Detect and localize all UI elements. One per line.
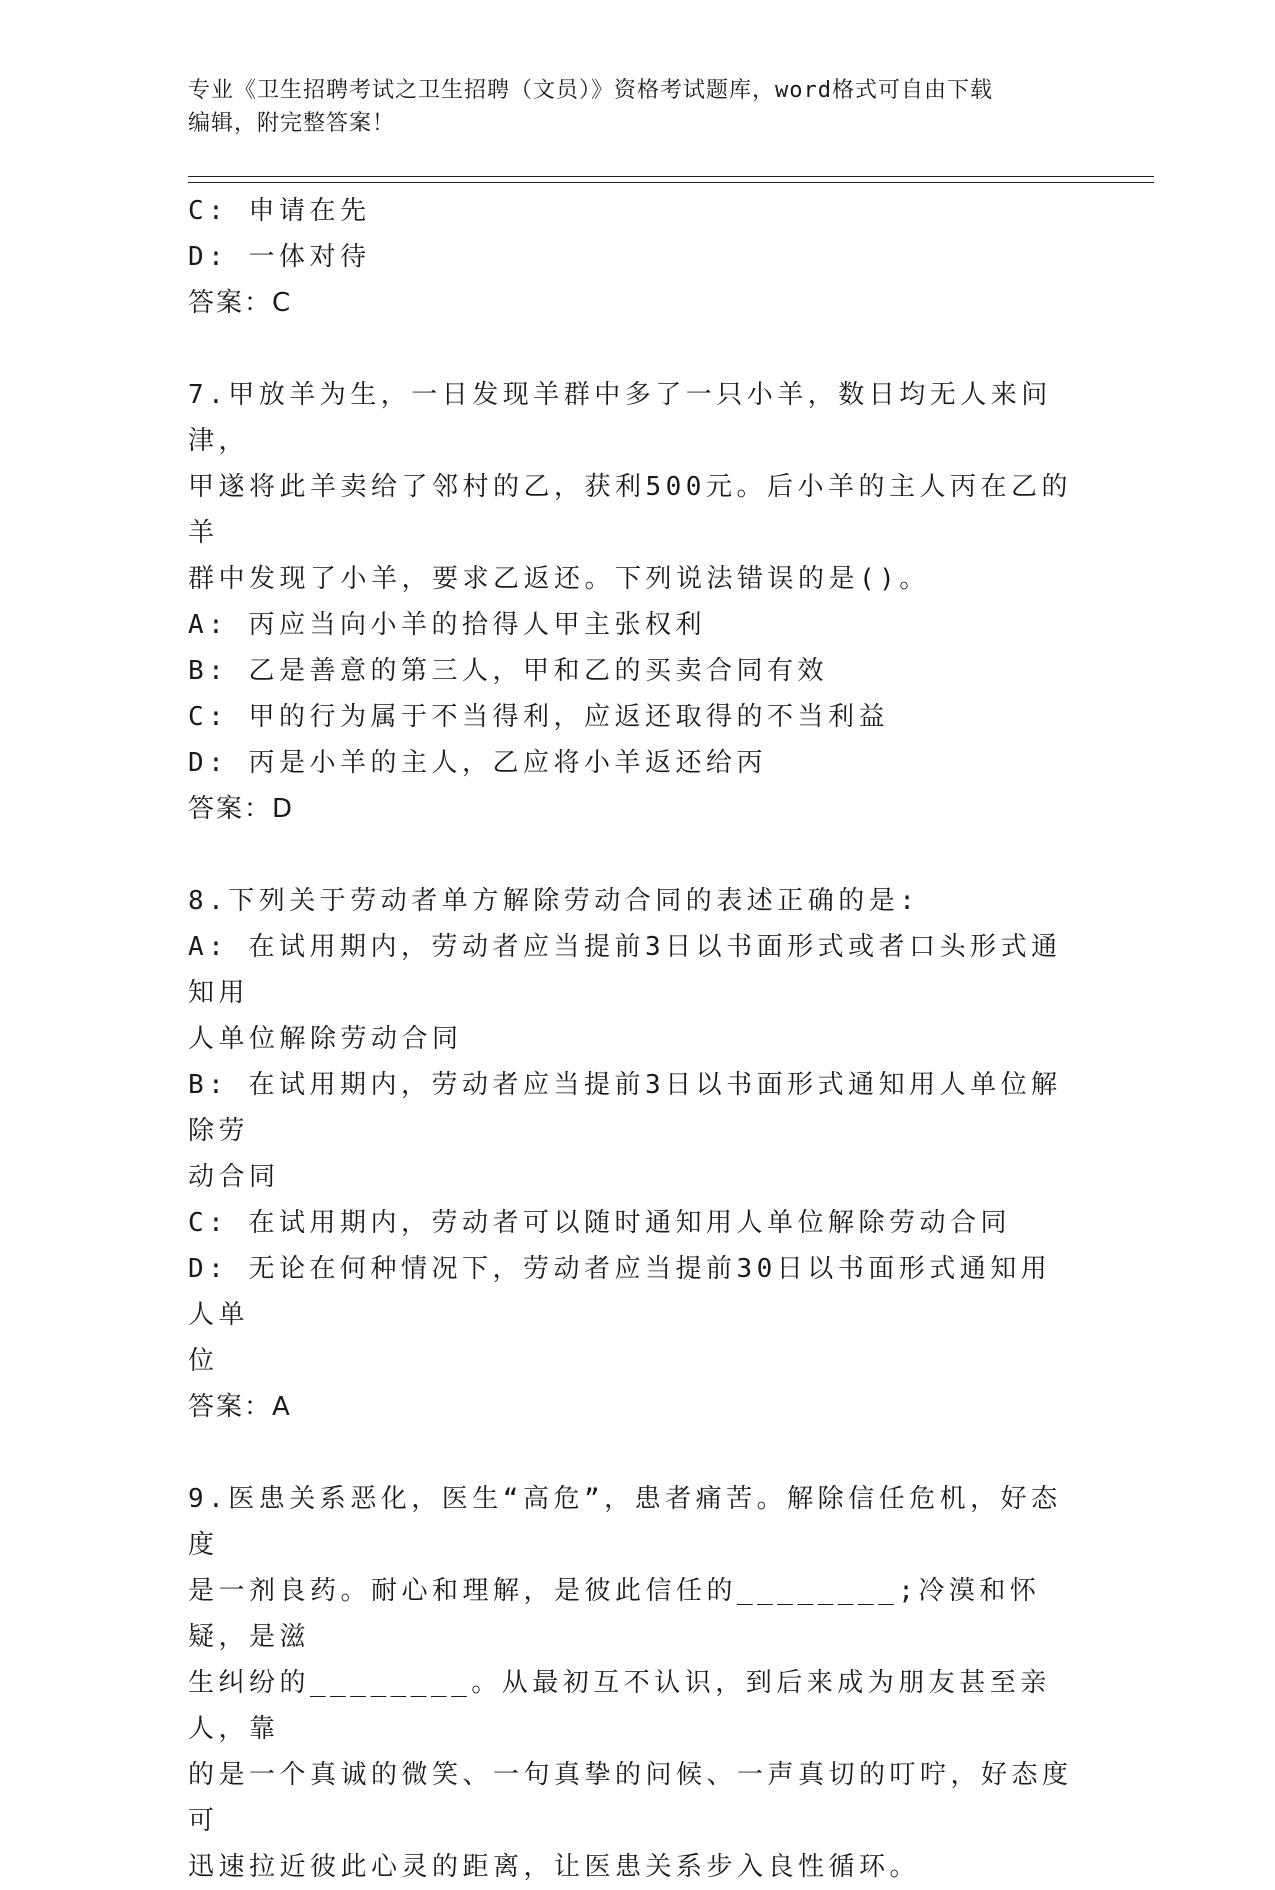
q8-option-d-line-1: D: 无论在何种情况下，劳动者应当提前30日以书面形式通知用人单 <box>188 1254 1052 1330</box>
prev-answer: 答案：C <box>188 288 293 318</box>
q8-option-d-line-2: 位 <box>188 1346 219 1376</box>
q8-option-a-line-2: 人单位解除劳动合同 <box>188 1024 463 1054</box>
q9-stem-line-3: 生纠纷的________。从最初互不认识，到后来成为朋友甚至亲人，靠 <box>188 1668 1051 1744</box>
q9-stem-line-5: 迅速拉近彼此心灵的距离，让医患关系步入良性循环。 <box>188 1852 921 1882</box>
q9-stem-line-1: 9.医患关系恶化，医生“高危”，患者痛苦。解除信任危机，好态度 <box>188 1484 1062 1560</box>
q7-option-c: C: 甲的行为属于不当得利，应返还取得的不当利益 <box>188 702 889 732</box>
q7-stem-line-3: 群中发现了小羊，要求乙返还。下列说法错误的是()。 <box>188 564 930 594</box>
q7-stem-line-1: 7.甲放羊为生，一日发现羊群中多了一只小羊，数日均无人来问津， <box>188 380 1052 456</box>
header-divider-bottom <box>188 182 1154 183</box>
q8-option-b-line-2: 动合同 <box>188 1162 280 1192</box>
q7-option-b: B: 乙是善意的第三人，甲和乙的买卖合同有效 <box>188 656 828 686</box>
q8-answer: 答案：A <box>188 1392 292 1422</box>
spacer <box>188 1430 1078 1476</box>
q8-option-c: C: 在试用期内，劳动者可以随时通知用人单位解除劳动合同 <box>188 1208 1011 1238</box>
header-line-2: 编辑，附完整答案！ <box>188 111 396 136</box>
question-content <box>188 188 1078 1890</box>
q9-stem-line-2: 是一剂良药。耐心和理解，是彼此信任的________;冷漠和怀疑，是滋 <box>188 1576 1041 1652</box>
q9-stem-line-4: 的是一个真诚的微笑、一句真挚的问候、一声真切的叮咛，好态度可 <box>188 1760 1073 1836</box>
document-header <box>188 74 1068 140</box>
q8-option-b-line-1: B: 在试用期内，劳动者应当提前3日以书面形式通知用人单位解除劳 <box>188 1070 1062 1146</box>
spacer <box>188 326 1078 372</box>
header-line-1: 专业《卫生招聘考试之卫生招聘（文员）》资格考试题库，word格式可自由下载 <box>188 78 993 103</box>
q7-stem-line-2: 甲遂将此羊卖给了邻村的乙，获利500元。后小羊的主人丙在乙的羊 <box>188 472 1072 548</box>
q7-option-a: A: 丙应当向小羊的拾得人甲主张权利 <box>188 610 706 640</box>
q7-answer: 答案：D <box>188 794 295 824</box>
prev-option-c: C: 申请在先 <box>188 196 371 226</box>
prev-option-d: D: 一体对待 <box>188 242 371 272</box>
spacer <box>188 832 1078 878</box>
q8-stem: 8.下列关于劳动者单方解除劳动合同的表述正确的是: <box>188 886 920 916</box>
header-divider-top <box>188 176 1154 177</box>
q7-option-d: D: 丙是小羊的主人，乙应将小羊返还给丙 <box>188 748 767 778</box>
q8-option-a-line-1: A: 在试用期内，劳动者应当提前3日以书面形式或者口头形式通知用 <box>188 932 1062 1008</box>
